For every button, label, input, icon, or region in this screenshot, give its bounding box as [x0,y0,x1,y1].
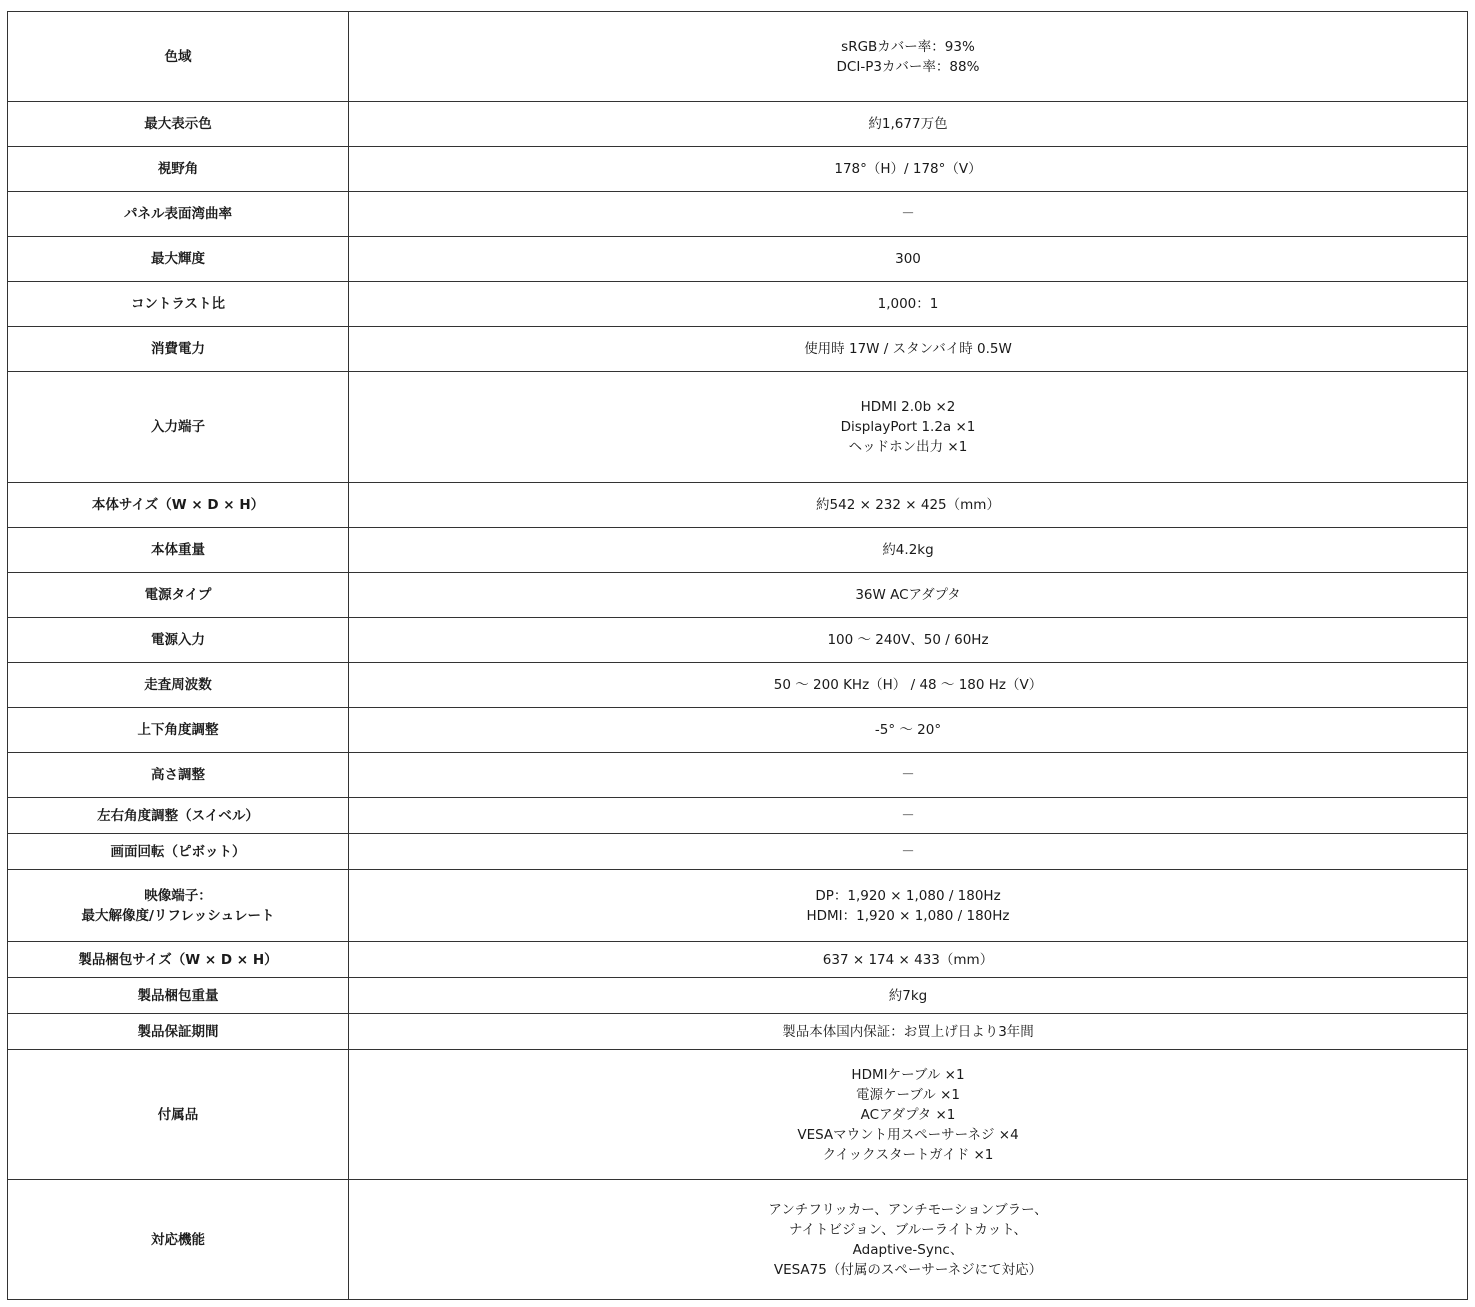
spec-label-cell [8,327,349,372]
spec-value-cell [349,978,1468,1014]
spec-value: ナイトビジョン、ブルーライトカット、 [788,1221,1027,1238]
spec-label-cell [8,618,349,663]
spec-value-cell [349,870,1468,942]
spec-row [8,12,1468,102]
spec-row [8,1180,1468,1300]
spec-value-cell [349,192,1468,237]
spec-row [8,528,1468,573]
spec-value: DisplayPort 1.2a ×1 [840,419,976,435]
spec-value: 36W ACアダプタ [855,587,961,603]
spec-value: 製品本体国内保証：お買上げ日より3年間 [782,1023,1034,1040]
spec-value-cell [349,618,1468,663]
spec-value: 178°（H）/ 178°（V） [834,161,982,177]
spec-row [8,663,1468,708]
spec-value-cell [349,663,1468,708]
spec-value-cell [349,753,1468,798]
spec-value-cell [349,282,1468,327]
spec-value-cell [349,942,1468,978]
spec-label: 色域 [164,48,192,65]
spec-value-cell [349,1014,1468,1050]
spec-value: 約542 × 232 × 425（mm） [816,497,1000,513]
spec-row [8,618,1468,663]
spec-label: 高さ調整 [151,767,205,783]
spec-label: 対応機能 [151,1231,205,1248]
spec-label: 最大解像度/リフレッシュレート [81,907,275,924]
spec-label-cell [8,708,349,753]
spec-label-cell [8,798,349,834]
spec-label-cell [8,978,349,1014]
spec-row [8,573,1468,618]
spec-value: 1,000：1 [877,296,939,312]
spec-value-cell [349,372,1468,483]
spec-label: 左右角度調整（スイベル） [97,807,259,824]
spec-label: 製品梱包重量 [137,987,219,1004]
spec-row [8,978,1468,1014]
spec-label: 最大表示色 [144,116,212,132]
spec-value: 電源ケーブル ×1 [856,1086,960,1103]
spec-value-cell [349,147,1468,192]
spec-label-cell [8,834,349,870]
spec-value-cell [349,528,1468,573]
spec-row [8,372,1468,483]
spec-row [8,327,1468,372]
spec-value: VESAマウント用スペーサーネジ ×4 [797,1126,1019,1143]
spec-label-cell [8,372,349,483]
spec-value: － [901,807,915,824]
spec-label: 入力端子 [151,419,205,435]
spec-table-body [8,12,1468,1300]
spec-value: 50 ～ 200 KHz（H） / 48 ～ 180 Hz（V） [773,677,1043,693]
spec-value: 300 [895,251,921,267]
spec-label-cell [8,942,349,978]
spec-label: 電源入力 [151,632,205,648]
spec-label-cell [8,237,349,282]
spec-label: 本体サイズ（W × D × H） [91,497,265,513]
spec-row [8,870,1468,942]
spec-value: -5° ～ 20° [874,722,942,738]
spec-label-cell [8,870,349,942]
spec-row [8,708,1468,753]
spec-label-cell [8,1014,349,1050]
spec-value-cell [349,12,1468,102]
spec-row [8,798,1468,834]
spec-value: HDMIケーブル ×1 [851,1066,965,1083]
spec-label: 製品梱包サイズ（W × D × H） [78,951,278,968]
spec-label: パネル表面湾曲率 [124,206,232,222]
spec-value: HDMI 2.0b ×2 [860,399,956,415]
spec-label-cell [8,528,349,573]
spec-value: 約4.2kg [882,542,934,558]
spec-value: 使用時 17W / スタンバイ時 0.5W [804,341,1012,357]
spec-row [8,237,1468,282]
spec-label: 電源タイプ [144,587,212,603]
spec-label: 付属品 [157,1106,199,1123]
spec-value: ACアダプタ ×1 [860,1106,956,1123]
spec-value-cell [349,708,1468,753]
spec-value: DCI-P3カバー率：88% [836,58,980,75]
spec-value-cell [349,1180,1468,1300]
spec-value: ヘッドホン出力 ×1 [848,439,968,455]
spec-label: 視野角 [157,161,199,177]
spec-label-cell [8,1050,349,1180]
spec-row [8,147,1468,192]
spec-value: 約7kg [888,987,928,1004]
spec-value-cell [349,237,1468,282]
spec-value-cell [349,834,1468,870]
spec-label-cell [8,147,349,192]
spec-row [8,282,1468,327]
spec-label-cell [8,282,349,327]
spec-row [8,753,1468,798]
spec-label: 消費電力 [151,341,205,357]
spec-label-cell [8,573,349,618]
spec-value: － [901,767,915,783]
spec-label-cell [8,663,349,708]
spec-row [8,102,1468,147]
spec-value-cell [349,1050,1468,1180]
spec-value: 約1,677万色 [868,116,948,132]
spec-label: 最大輝度 [151,251,205,267]
spec-row [8,1050,1468,1180]
spec-value: 100 ～ 240V、50 / 60Hz [827,632,989,648]
spec-value-cell [349,573,1468,618]
spec-label: 映像端子： [144,887,212,904]
spec-value-cell [349,798,1468,834]
spec-value: － [901,206,915,222]
spec-label: 上下角度調整 [137,722,219,738]
spec-value: VESA75（付属のスペーサーネジにて対応） [773,1261,1043,1278]
spec-value: クイックスタートガイド ×1 [822,1146,994,1163]
spec-label: 走査周波数 [144,677,212,693]
spec-label-cell [8,102,349,147]
spec-row [8,483,1468,528]
spec-row [8,942,1468,978]
spec-value: － [901,843,915,860]
spec-value: Adaptive-Sync、 [852,1241,964,1258]
spec-label-cell [8,192,349,237]
spec-value: DP：1,920 × 1,080 / 180Hz [815,887,1001,904]
spec-row [8,1014,1468,1050]
spec-value-cell [349,327,1468,372]
spec-label: 製品保証期間 [137,1023,219,1040]
spec-label: 本体重量 [151,542,205,558]
spec-label-cell [8,483,349,528]
spec-value: アンチフリッカー、アンチモーションブラー、 [768,1201,1048,1218]
spec-label: コントラスト比 [130,296,226,312]
spec-table [7,11,1468,1300]
spec-value: 637 × 174 × 433（mm） [822,951,994,968]
spec-value: HDMI：1,920 × 1,080 / 180Hz [806,907,1010,924]
spec-value: sRGBカバー率：93% [841,38,975,55]
spec-row [8,192,1468,237]
spec-row [8,834,1468,870]
spec-value-cell [349,102,1468,147]
spec-label-cell [8,753,349,798]
spec-label-cell [8,1180,349,1300]
spec-label-cell [8,12,349,102]
spec-value-cell [349,483,1468,528]
spec-label: 画面回転（ピボット） [110,843,246,860]
